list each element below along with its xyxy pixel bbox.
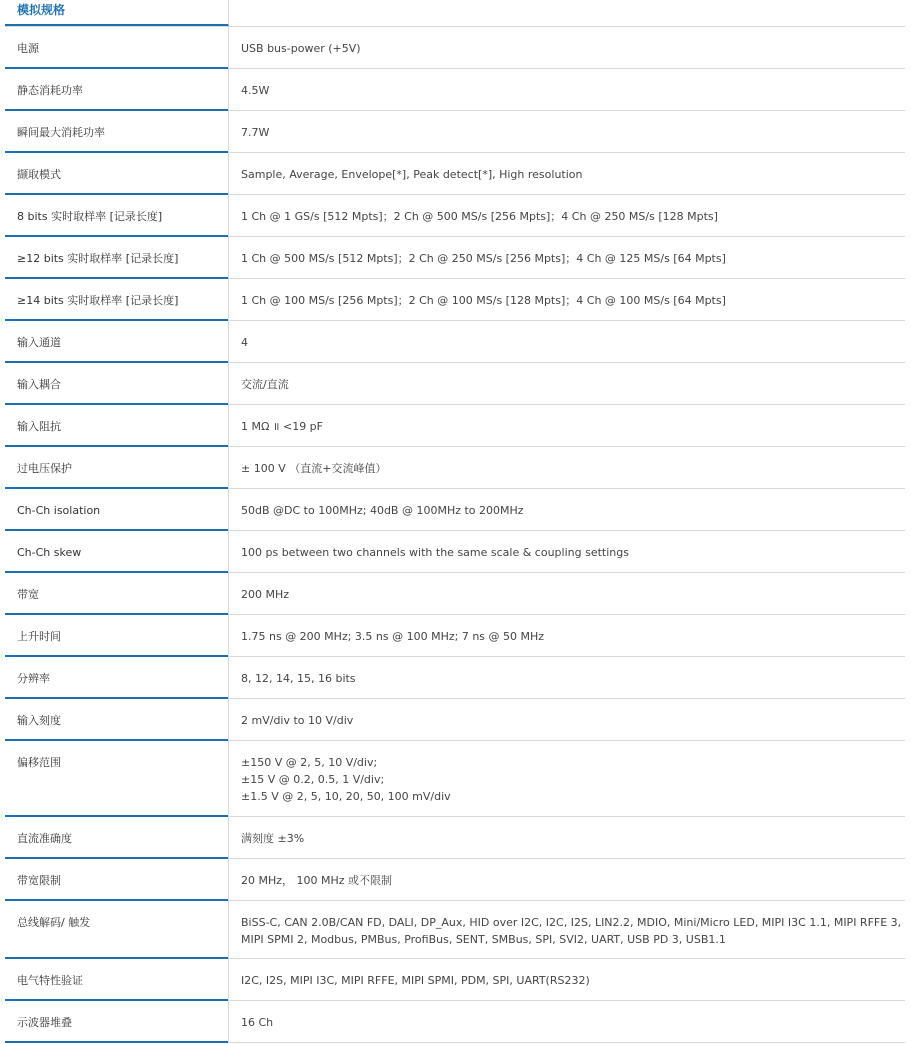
spec-row [5,111,905,153]
spec-label: 电源 [5,27,229,68]
spec-row [5,153,905,195]
spec-label: ≥12 bits 实时取样率 [记录长度] [5,237,229,278]
spec-value [229,405,905,446]
spec-label: 输入通道 [5,321,229,362]
spec-row [5,27,905,69]
spec-value-line: MIPI SPMI 2, Modbus, PMBus, ProfiBus, SENT, SMBus, SPI, SVI2, UART, USB PD 3, USB1.1 [241,933,726,946]
spec-value [229,615,905,656]
spec-value-line: 16 Ch [241,1016,274,1029]
spec-row [5,321,905,363]
spec-label: 过电压保护 [5,447,229,488]
spec-label: 静态消耗功率 [5,69,229,110]
spec-value-line: 7.7W [241,126,270,139]
spec-row [5,531,905,573]
spec-row [5,279,905,321]
spec-value [229,817,905,858]
spec-value-line: ±1.5 V @ 2, 5, 10, 20, 50, 100 mV/div [241,790,451,803]
spec-label: 带宽 [5,573,229,614]
header-spacer [229,0,905,26]
spec-value [229,153,905,194]
spec-value-line: 满刻度 ±3% [241,832,305,845]
spec-label: ≥14 bits 实时取样率 [记录长度] [5,279,229,320]
spec-label: 8 bits 实时取样率 [记录长度] [5,195,229,236]
spec-value [229,959,905,1000]
spec-value [229,531,905,572]
spec-value [229,27,905,68]
spec-value [229,195,905,236]
spec-label: 输入刻度 [5,699,229,740]
spec-value [229,111,905,152]
spec-value-line: 1 MΩ ॥ <19 pF [241,420,323,433]
spec-label: 分辨率 [5,657,229,698]
spec-label: 瞬间最大消耗功率 [5,111,229,152]
spec-value [229,363,905,404]
spec-row [5,69,905,111]
spec-row [5,1001,905,1043]
spec-value-line: ±150 V @ 2, 5, 10 V/div; [241,756,378,769]
spec-row [5,195,905,237]
spec-value-line: I2C, I2S, MIPI I3C, MIPI RFFE, MIPI SPMI, PDM, SPI, UART(RS232) [241,974,590,987]
spec-value [229,573,905,614]
spec-value-line: Sample, Average, Envelope[*], Peak detect[*], High resolution [241,168,583,181]
spec-value-line: 200 MHz [241,588,290,601]
spec-value-line: 50dB @DC to 100MHz; 40dB @ 100MHz to 200MHz [241,504,524,517]
spec-value-line: 20 MHz， 100 MHz 或不限制 [241,874,393,887]
spec-value [229,859,905,900]
spec-row [5,859,905,901]
spec-value-line: 1 Ch @ 500 MS/s [512 Mpts]；2 Ch @ 250 MS/s [256 Mpts]；4 Ch @ 125 MS/s [64 Mpts] [241,252,726,265]
spec-row [5,959,905,1001]
spec-label: 电气特性验证 [5,959,229,1000]
spec-row [5,741,905,817]
spec-label: Ch-Ch skew [5,531,229,572]
spec-row [5,817,905,859]
spec-value-line: 1 Ch @ 1 GS/s [512 Mpts]；2 Ch @ 500 MS/s [256 Mpts]；4 Ch @ 250 MS/s [128 Mpts] [241,210,718,223]
spec-value-line: 4.5W [241,84,270,97]
section-title: 模拟规格 [5,0,229,26]
spec-row [5,447,905,489]
spec-value-line: 交流/直流 [241,378,289,391]
spec-label: 带宽限制 [5,859,229,900]
spec-label: Ch-Ch isolation [5,489,229,530]
spec-table [5,0,905,1043]
spec-value [229,489,905,530]
spec-row [5,699,905,741]
spec-label: 上升时间 [5,615,229,656]
spec-value-line: 1 Ch @ 100 MS/s [256 Mpts]；2 Ch @ 100 MS/s [128 Mpts]；4 Ch @ 100 MS/s [64 Mpts] [241,294,726,307]
spec-row [5,901,905,959]
spec-label: 直流准确度 [5,817,229,858]
spec-value [229,447,905,488]
spec-value-line: 8, 12, 14, 15, 16 bits [241,672,356,685]
spec-label: 输入阻抗 [5,405,229,446]
spec-value [229,901,905,958]
spec-row [5,615,905,657]
spec-row [5,489,905,531]
spec-row [5,573,905,615]
spec-value-line: ± 100 V （直流+交流峰值） [241,462,387,475]
spec-value [229,279,905,320]
spec-rows [5,27,905,1043]
spec-value [229,699,905,740]
spec-label: 输入耦合 [5,363,229,404]
spec-header [5,0,905,27]
spec-value [229,237,905,278]
spec-value [229,657,905,698]
spec-value [229,741,905,816]
spec-label: 撷取模式 [5,153,229,194]
spec-row [5,363,905,405]
spec-value [229,321,905,362]
spec-value-line: 1.75 ns @ 200 MHz; 3.5 ns @ 100 MHz; 7 ns @ 50 MHz [241,630,545,643]
spec-value-line: 2 mV/div to 10 V/div [241,714,354,727]
spec-label: 总线解码/ 触发 [5,901,229,958]
spec-row [5,405,905,447]
spec-value [229,69,905,110]
spec-value-line: 4 [241,336,248,349]
spec-label: 示波器堆叠 [5,1001,229,1042]
spec-value-line: ±15 V @ 0.2, 0.5, 1 V/div; [241,773,385,786]
spec-row [5,237,905,279]
spec-value-line: 100 ps between two channels with the same scale & coupling settings [241,546,629,559]
spec-value-line: USB bus-power (+5V) [241,42,361,55]
spec-value-line: BiSS-C, CAN 2.0B/CAN FD, DALI, DP_Aux, HID over I2C, I2C, I2S, LIN2.2, MDIO, Mini/Micro LED, MIPI I3C 1.1, MIPI RFFE 3, [241,916,902,929]
spec-row [5,657,905,699]
spec-label: 偏移范围 [5,741,229,816]
spec-value [229,1001,905,1042]
